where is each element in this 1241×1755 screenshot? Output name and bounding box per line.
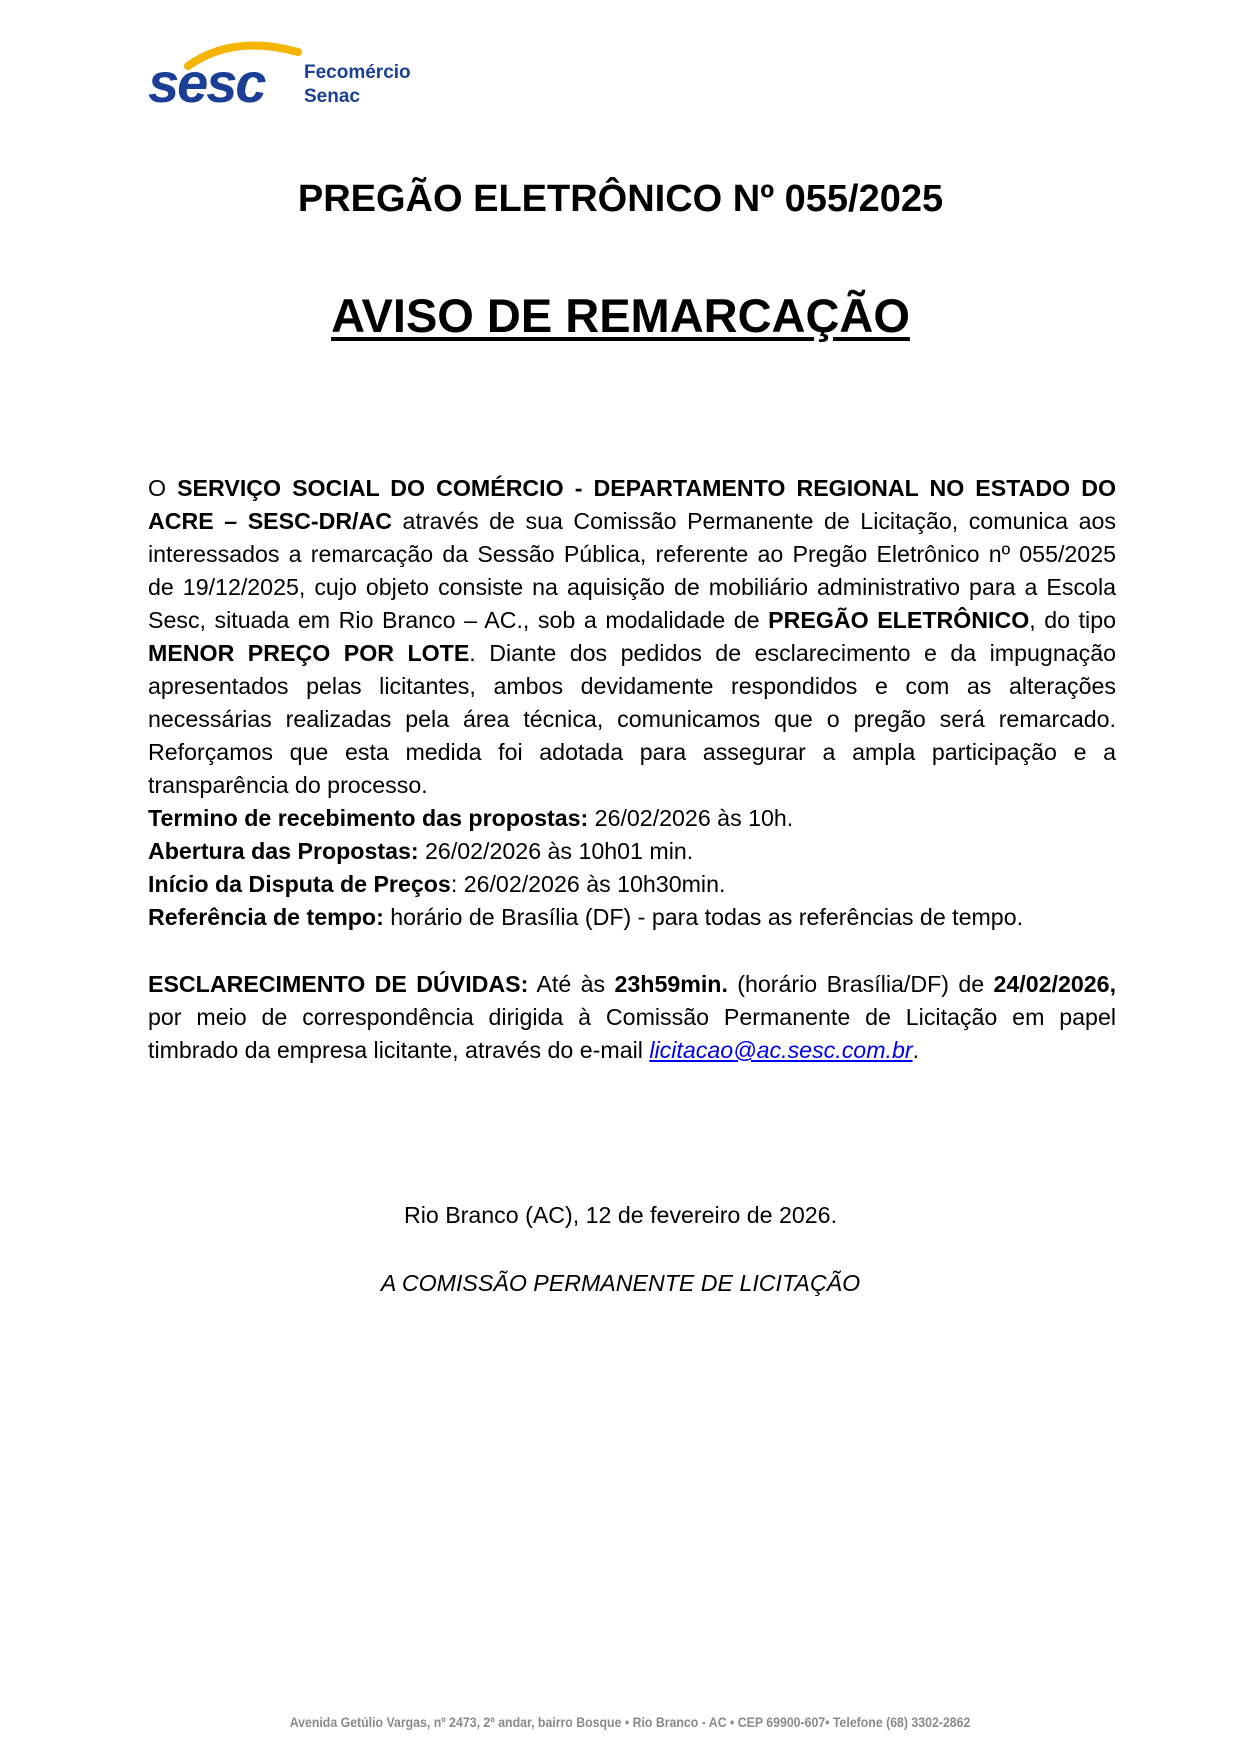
document-subtitle: AVISO DE REMARCAÇÃO <box>331 289 910 342</box>
email-link[interactable]: licitacao@ac.sesc.com.br <box>649 1037 913 1063</box>
clarification-paragraph: ESCLARECIMENTO DE DÚVIDAS: Até às 23h59min. (horário Brasília/DF) de 24/02/2026, por meio de correspondência dirigida à Comissão Permanente de Licitação em papel timbrado da empresa licitante, através do e-mail licitacao@ac.sesc.com.br. <box>148 971 1117 1063</box>
logo-brand: sesc <box>148 51 265 114</box>
institution-name: SERVIÇO SOCIAL DO COMÉRCIO - DEPARTAMENTO REGIONAL NO ESTADO DO ACRE – SESC-DR/AC <box>148 475 1116 534</box>
commission-signature: A COMISSÃO PERMANENTE DE LICITAÇÃO <box>380 1270 861 1296</box>
schedule-item: Referência de tempo: horário de Brasília (DF) - para todas as referências de tempo. <box>148 904 1024 930</box>
modality: PREGÃO ELETRÔNICO <box>768 607 1030 633</box>
logo-senac: Senac <box>304 86 360 107</box>
schedule-list <box>148 802 1116 934</box>
document-title: PREGÃO ELETRÔNICO Nº 055/2025 <box>297 178 944 220</box>
schedule-item: Abertura das Propostas: 26/02/2026 às 10h01 min. <box>148 838 694 864</box>
tender-type: MENOR PREÇO POR LOTE <box>148 640 470 666</box>
logo-fecomercio: Fecomércio <box>304 62 411 83</box>
sesc-fecomercio-senac-logo <box>148 36 438 116</box>
schedule-item: Início da Disputa de Preços: 26/02/2026 às 10h30min. <box>148 871 726 897</box>
schedule-item: Termino de recebimento das propostas: 26/02/2026 às 10h. <box>148 805 794 831</box>
intro-paragraph: O SERVIÇO SOCIAL DO COMÉRCIO - DEPARTAMENTO REGIONAL NO ESTADO DO ACRE – SESC-DR/AC através de sua Comissão Permanente de Licitação, comunica aos interessados a remarcação da Sessão Pública, referente ao Pregão Eletrônico nº 055/2025 de 19/12/2025, cujo objeto consiste na aquisição de mobiliário administrativo para a Escola Sesc, situada em Rio Branco – AC., sob a modalidade de PREGÃO ELETRÔNICO, do tipo MENOR PREÇO POR LOTE. Diante dos pedidos de esclarecimento e da impugnação apresentados pelas licitantes, ambos devidamente respondidos e com as alterações necessárias realizadas pela área técnica, comunicamos que o pregão será remarcado. Reforçamos que esta medida foi adotada para assegurar a ampla participação e a transparência do processo. <box>148 475 1116 798</box>
footer-address: Avenida Getúlio Vargas, nº 2473, 2º andar, bairro Bosque • Rio Branco - AC • CEP 69900-607• Telefone (68) 3302-2862 <box>289 1714 971 1730</box>
place-date: Rio Branco (AC), 12 de fevereiro de 2026. <box>403 1202 838 1228</box>
